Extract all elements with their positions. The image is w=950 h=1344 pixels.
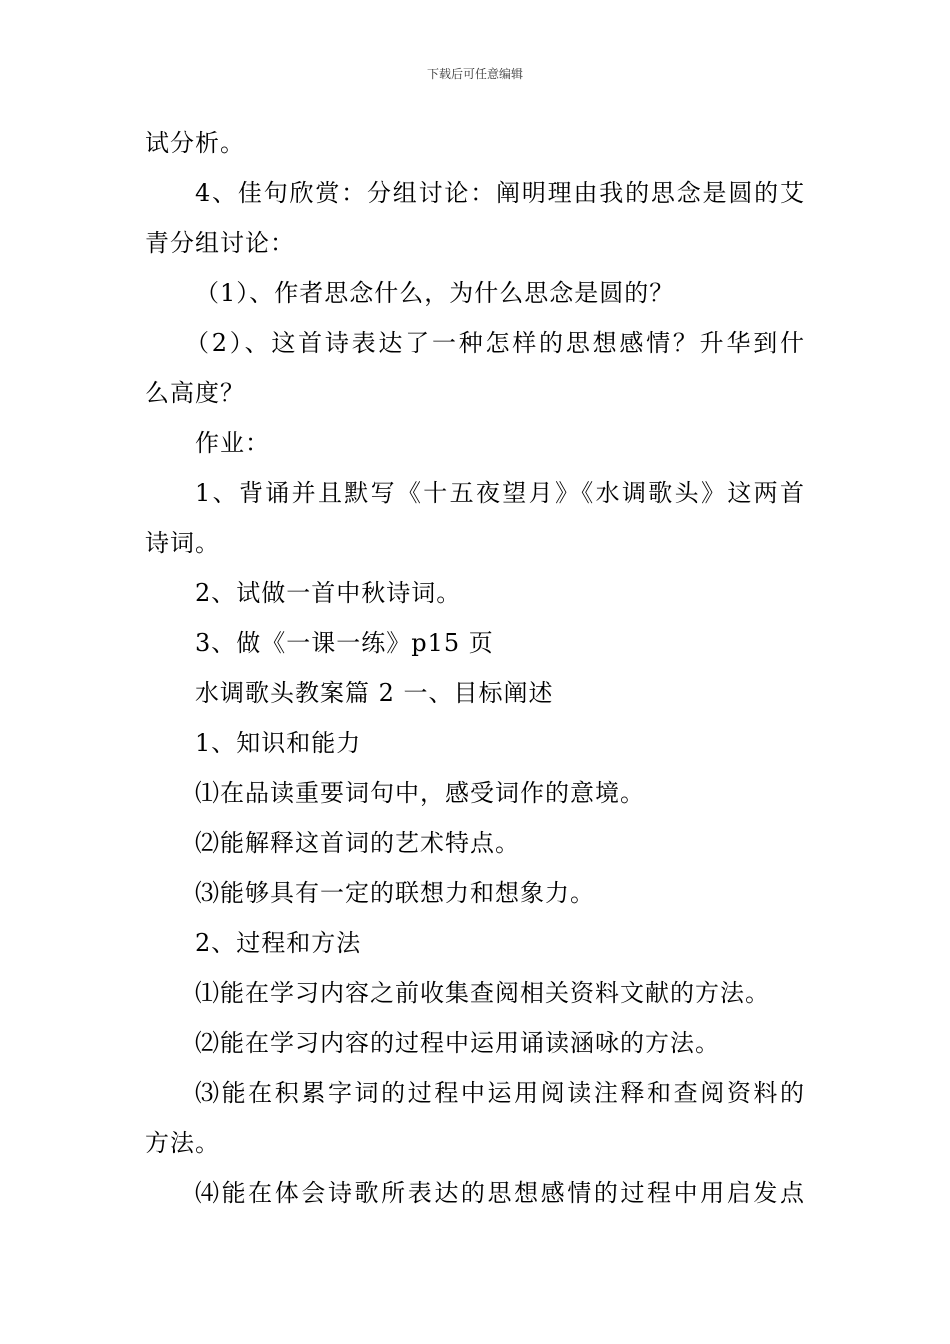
text-line: ⑷能在体会诗歌所表达的思想感情的过程中用启发点 — [195, 1179, 805, 1207]
text-line: 作业： — [195, 429, 270, 457]
text-line: ⑶能在积累字词的过程中运用阅读注释和查阅资料的 — [195, 1079, 805, 1107]
text-line: ⑴能在学习内容之前收集查阅相关资料文献的方法。 — [195, 979, 770, 1007]
text-line: ⑴在品读重要词句中，感受词作的意境。 — [195, 779, 645, 807]
text-line: 2、过程和方法 — [195, 929, 362, 957]
document-body — [145, 128, 805, 1228]
page-header: 下载后可任意编辑 — [426, 67, 523, 81]
text-line: 试分析。 — [145, 129, 245, 157]
text-line: ⑶能够具有一定的联想力和想象力。 — [195, 879, 595, 907]
text-line: 么高度？ — [145, 379, 245, 407]
text-line: 4、佳句欣赏：分组讨论：阐明理由我的思念是圆的艾 — [195, 179, 805, 207]
text-line: 方法。 — [145, 1129, 220, 1157]
text-line: 青分组讨论： — [145, 229, 295, 257]
text-line: （1）、作者思念什么，为什么思念是圆的？ — [195, 279, 675, 307]
section-heading: 水调歌头教案篇 2 一、目标阐述 — [195, 679, 554, 707]
text-line: （2）、这首诗表达了一种怎样的思想感情？升华到什 — [185, 329, 805, 357]
text-line: 1、背诵并且默写《十五夜望月》《水调歌头》这两首 — [195, 479, 805, 507]
text-line: ⑵能在学习内容的过程中运用诵读涵咏的方法。 — [195, 1029, 720, 1057]
text-line: 3、做《一课一练》p15 页 — [195, 629, 494, 657]
text-line: 诗词。 — [145, 529, 220, 557]
text-line: 1、知识和能力 — [195, 729, 362, 757]
text-line: 2、试做一首中秋诗词。 — [195, 579, 462, 607]
text-line: ⑵能解释这首词的艺术特点。 — [195, 829, 520, 857]
